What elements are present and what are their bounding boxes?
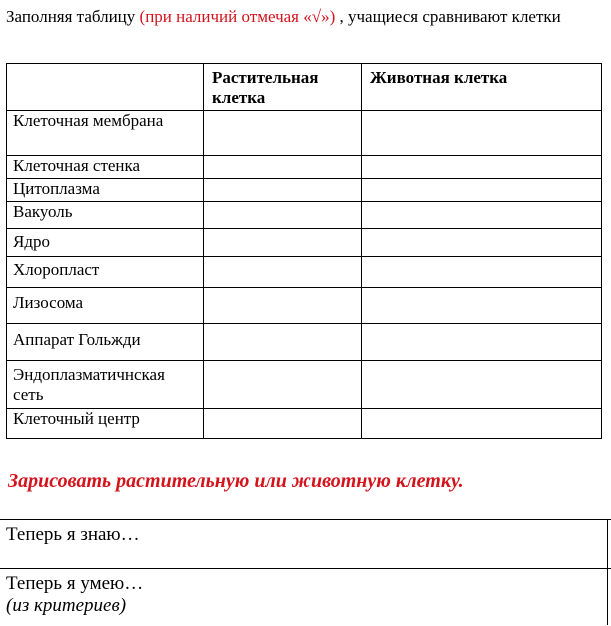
reflection-can: Теперь я умею… [6,573,144,594]
table-row [7,409,602,439]
row-label: Эндоплазматичнская сеть [7,361,204,409]
drawing-task: Зарисовать растительную или животную клетку. [8,470,464,492]
table-row [7,288,602,324]
animal-cell-input[interactable] [362,156,602,179]
reflection-know: Теперь я знаю… [6,524,140,545]
row-label: Лизосома [7,288,204,324]
table-row [7,156,602,179]
row-label: Цитоплазма [7,179,204,202]
plant-cell-input[interactable] [204,257,362,288]
instructions-prefix: Заполняя таблицу [6,7,140,26]
instructions-suffix: , учащиеся сравнивают клетки [335,7,561,26]
table-row [7,324,602,361]
table-row [7,229,602,257]
animal-cell-input[interactable] [362,111,602,156]
animal-cell-input[interactable] [362,179,602,202]
plant-cell-input[interactable] [204,156,362,179]
header-empty [7,64,204,111]
plant-cell-input[interactable] [204,229,362,257]
row-label: Клеточная мембрана [7,111,204,156]
plant-cell-input[interactable] [204,409,362,439]
animal-cell-input[interactable] [362,324,602,361]
plant-cell-input[interactable] [204,288,362,324]
animal-cell-input[interactable] [362,409,602,439]
plant-cell-input[interactable] [204,324,362,361]
row-label: Хлоропласт [7,257,204,288]
instructions-highlight: (при наличий отмечая «√») [139,7,336,26]
instructions [6,6,606,27]
table-row [7,361,602,409]
reflection-can-note: (из критериев) [6,595,127,616]
row-label: Вакуоль [7,202,204,229]
plant-cell-input[interactable] [204,202,362,229]
plant-cell-input[interactable] [204,179,362,202]
reflection-know-box [0,519,611,570]
animal-cell-input[interactable] [362,361,602,409]
table-row [7,257,602,288]
animal-cell-input[interactable] [362,288,602,324]
animal-cell-input[interactable] [362,202,602,229]
plant-cell-input[interactable] [204,111,362,156]
table-header-row [7,64,602,111]
table-row [7,202,602,229]
row-label: Клеточный центр [7,409,204,439]
box-border-right [607,519,608,625]
table-row [7,179,602,202]
comparison-table [6,63,602,439]
row-label: Клеточная стенка [7,156,204,179]
animal-cell-input[interactable] [362,229,602,257]
header-animal-cell: Животная клетка [362,64,602,111]
reflection-can-box [0,568,611,626]
row-label: Ядро [7,229,204,257]
header-plant-cell: Растительная клетка [204,64,362,111]
animal-cell-input[interactable] [362,257,602,288]
row-label: Аппарат Гольжди [7,324,204,361]
table-row [7,111,602,156]
plant-cell-input[interactable] [204,361,362,409]
